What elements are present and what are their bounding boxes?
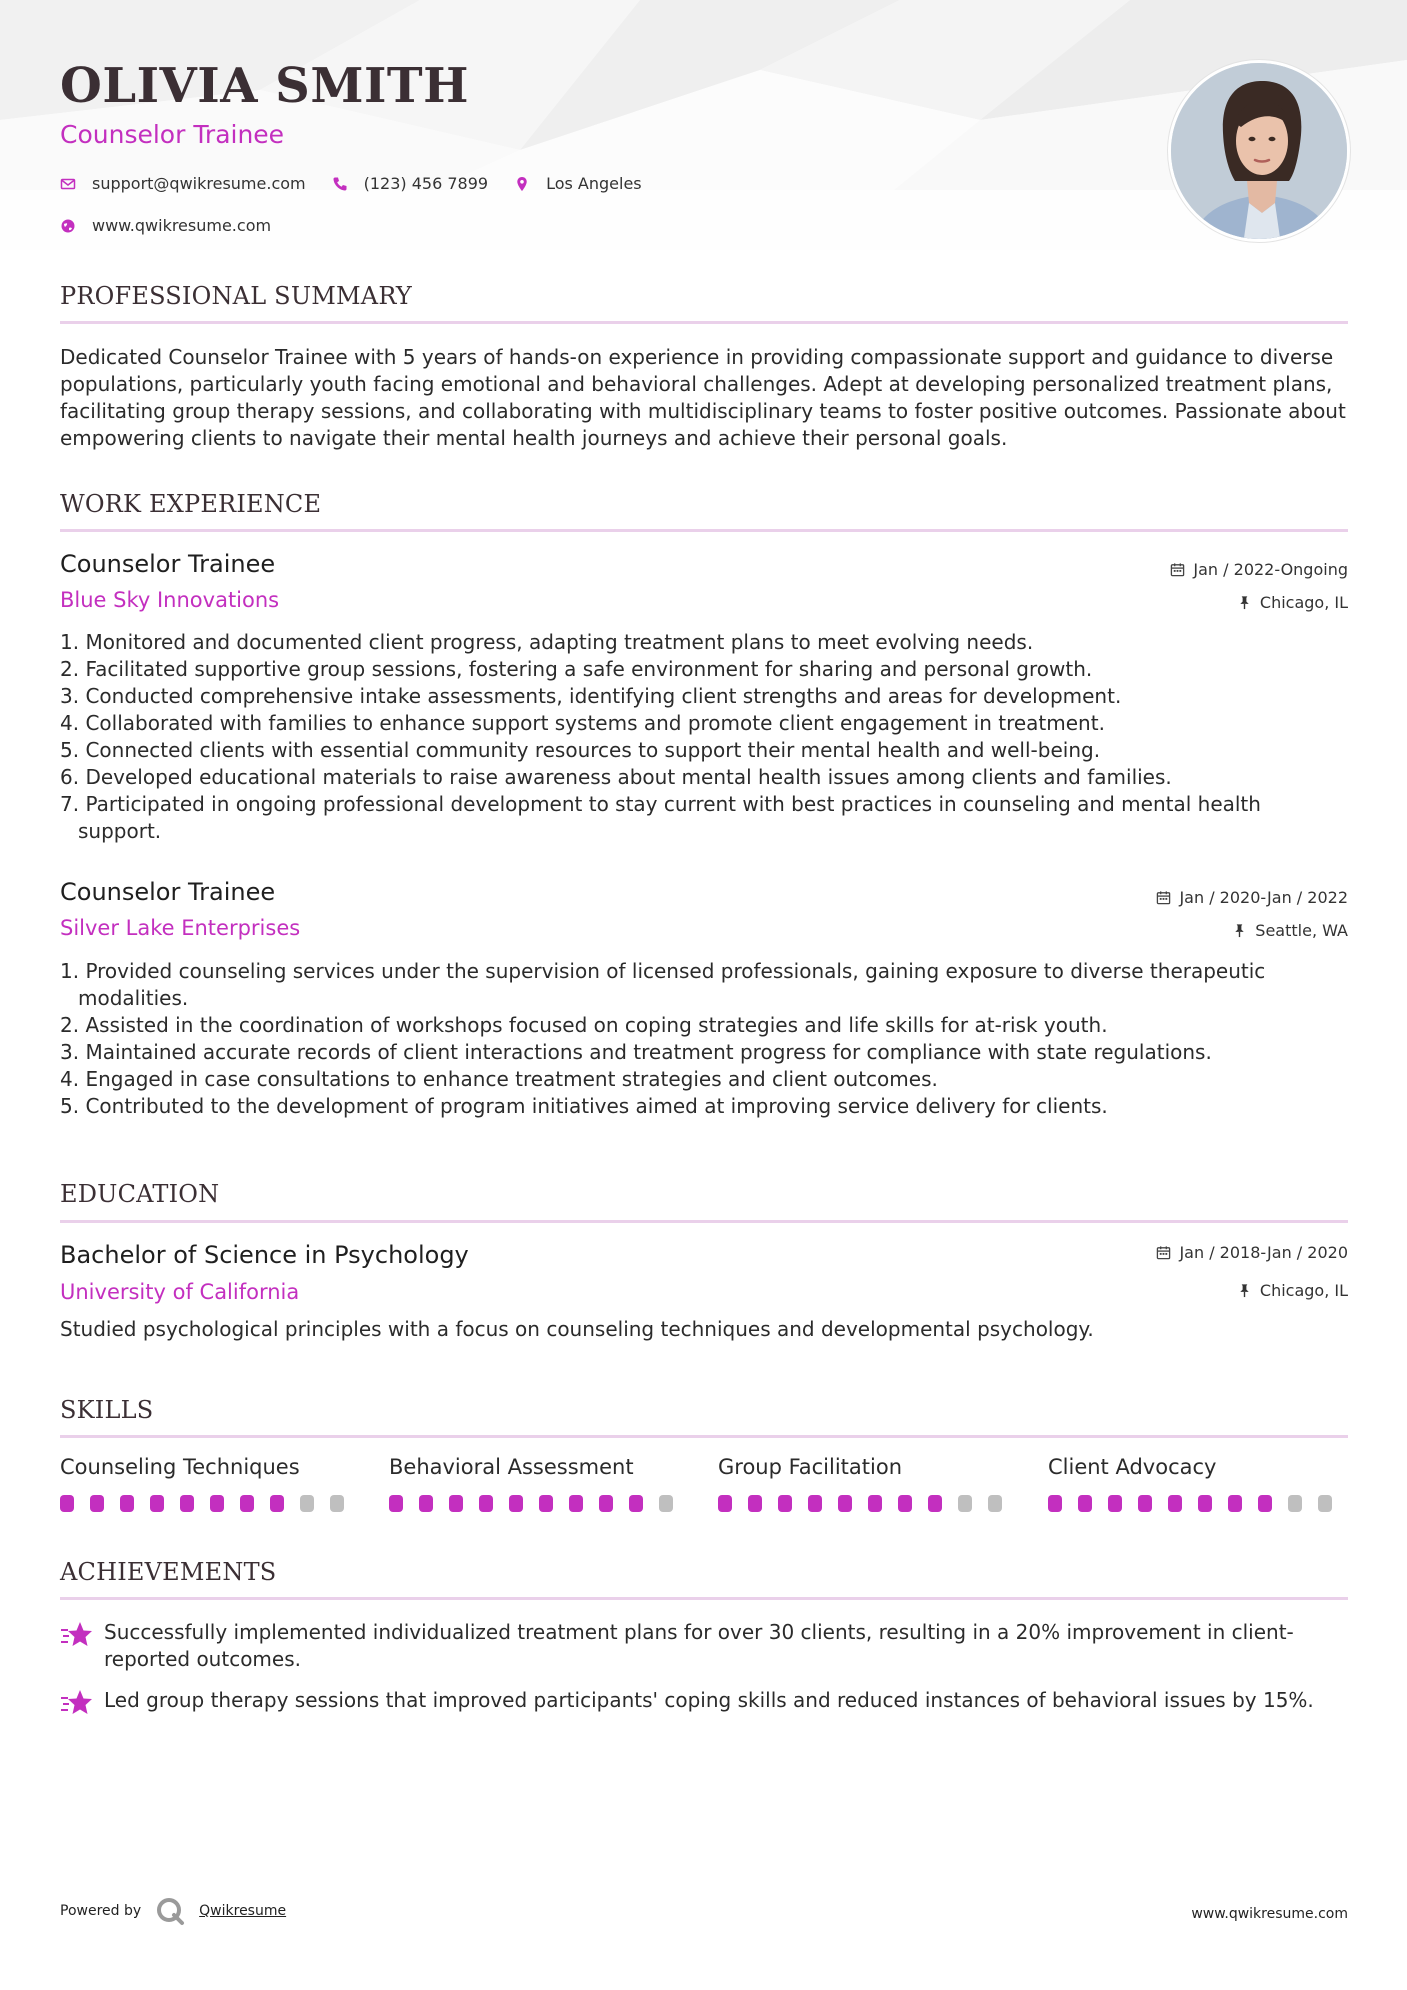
list-item: 2. Facilitated supportive group sessions, fostering a safe environment for sharing and personal growth. <box>60 657 1093 681</box>
skill-dot-filled <box>210 1495 224 1512</box>
job-location-text: Chicago, IL <box>1259 593 1348 612</box>
contact-row <box>60 174 668 193</box>
skill-dot-filled <box>629 1495 643 1512</box>
degree-title: Bachelor of Science in Psychology <box>60 1241 469 1269</box>
pushpin-icon <box>1232 923 1247 938</box>
pushpin-icon <box>1237 1283 1252 1298</box>
pushpin-icon <box>1237 595 1252 610</box>
contact-website[interactable] <box>60 216 271 235</box>
calendar-icon <box>1156 890 1171 905</box>
experience-heading: WORK EXPERIENCE <box>60 490 322 518</box>
brand-link[interactable]: Qwikresume <box>199 1903 287 1919</box>
skill-dot-filled <box>90 1495 104 1512</box>
candidate-role: Counselor Trainee <box>60 120 285 149</box>
skill-label: Client Advocacy <box>1048 1455 1217 1479</box>
job-location <box>1237 593 1348 612</box>
powered-by-label: Powered by <box>60 1903 142 1919</box>
skill-dot-empty <box>988 1495 1002 1512</box>
skill-dot-filled <box>240 1495 254 1512</box>
list-item: 1. Monitored and documented client progress, adapting treatment plans to meet evolving needs. <box>60 630 1034 654</box>
skill-dot-filled <box>928 1495 942 1512</box>
email-text: support@qwikresume.com <box>92 174 306 193</box>
globe-icon <box>60 218 76 234</box>
job-dates-text: Jan / 2020-Jan / 2022 <box>1179 888 1348 907</box>
star-icon <box>60 1619 94 1649</box>
section-divider <box>60 321 1348 324</box>
job-dates <box>1170 560 1348 579</box>
job-title: Counselor Trainee <box>60 550 276 578</box>
skill-dot-filled <box>509 1495 523 1512</box>
contact-row-2 <box>60 216 297 235</box>
skill-dot-filled <box>778 1495 792 1512</box>
skill-dot-filled <box>1198 1495 1212 1512</box>
skill-rating <box>60 1495 360 1512</box>
skill-dot-filled <box>449 1495 463 1512</box>
skill-dot-filled <box>270 1495 284 1512</box>
section-divider <box>60 1220 1348 1223</box>
skill-rating <box>389 1495 689 1512</box>
list-item: 7. Participated in ongoing professional development to stay current with best practices in counseling and mental health support. <box>60 792 1261 843</box>
skill-dot-filled <box>419 1495 433 1512</box>
skill-dot-empty <box>1288 1495 1302 1512</box>
star-icon <box>60 1687 94 1717</box>
envelope-icon <box>60 176 76 192</box>
skill-dot-filled <box>748 1495 762 1512</box>
profile-photo <box>1168 60 1350 242</box>
website-text: www.qwikresume.com <box>92 216 272 235</box>
contact-phone[interactable] <box>332 174 488 193</box>
education-dates <box>1156 1243 1348 1262</box>
job-location-text: Seattle, WA <box>1255 921 1348 940</box>
skill-dot-filled <box>599 1495 613 1512</box>
skill-rating <box>1048 1495 1348 1512</box>
skill-dot-filled <box>808 1495 822 1512</box>
education-location-text: Chicago, IL <box>1259 1281 1348 1300</box>
footer-powered-by <box>60 1896 286 1926</box>
skill-dot-filled <box>1108 1495 1122 1512</box>
phone-icon <box>332 176 348 192</box>
skill-dot-empty <box>300 1495 314 1512</box>
skill-dot-filled <box>1258 1495 1272 1512</box>
skill-dot-filled <box>479 1495 493 1512</box>
summary-heading: PROFESSIONAL SUMMARY <box>60 282 412 310</box>
achievement-item <box>60 1687 1350 1717</box>
footer-website[interactable]: www.qwikresume.com <box>1191 1906 1348 1922</box>
calendar-icon <box>1170 562 1185 577</box>
achievement-text: Led group therapy sessions that improved participants' coping skills and reduced instances of behavioral issues by 15%. <box>104 1688 1314 1712</box>
qwikresume-logo-icon <box>155 1896 185 1926</box>
skill-label: Behavioral Assessment <box>389 1455 634 1479</box>
skill-dot-filled <box>120 1495 134 1512</box>
skill-dot-filled <box>1228 1495 1242 1512</box>
contact-location <box>514 174 642 193</box>
list-item: 1. Provided counseling services under the supervision of licensed professionals, gaining exposure to diverse therapeutic modalities. <box>60 959 1266 1010</box>
skill-item <box>389 1455 689 1512</box>
skill-dot-filled <box>569 1495 583 1512</box>
summary-text: Dedicated Counselor Trainee with 5 years of hands-on experience in providing compassionate support and guidance to diverse populations, particularly youth facing emotional and behavioral challenges. Adept at developing personalized treatment plans, facilitating group therapy sessions, and collaborating with multidisciplinary teams to foster positive outcomes. Passionate about empowering clients to navigate their mental health journeys and achieve their personal goals. <box>60 345 1346 450</box>
skill-dot-filled <box>1168 1495 1182 1512</box>
candidate-name: OLIVIA SMITH <box>60 58 469 114</box>
skill-dot-filled <box>60 1495 74 1512</box>
achievement-text: Successfully implemented individualized treatment plans for over 30 clients, resulting in a 20% improvement in client-reported outcomes. <box>104 1620 1294 1671</box>
skill-dot-filled <box>868 1495 882 1512</box>
list-item: 5. Contributed to the development of program initiatives aimed at improving service delivery for clients. <box>60 1094 1108 1118</box>
skill-dot-filled <box>1138 1495 1152 1512</box>
skill-dot-empty <box>1318 1495 1332 1512</box>
skill-label: Counseling Techniques <box>60 1455 300 1479</box>
phone-text: (123) 456 7899 <box>363 174 489 193</box>
location-text: Los Angeles <box>546 174 642 193</box>
company-name: Blue Sky Innovations <box>60 588 280 612</box>
list-item: 6. Developed educational materials to raise awareness about mental health issues among clients and families. <box>60 765 1172 789</box>
section-divider <box>60 1435 1348 1438</box>
achievements-heading: ACHIEVEMENTS <box>60 1558 277 1586</box>
skill-dot-filled <box>539 1495 553 1512</box>
education-location <box>1237 1281 1348 1300</box>
list-item: 2. Assisted in the coordination of workshops focused on coping strategies and life skills for at-risk youth. <box>60 1013 1108 1037</box>
skill-dot-filled <box>838 1495 852 1512</box>
skill-dot-filled <box>389 1495 403 1512</box>
education-heading: EDUCATION <box>60 1180 220 1208</box>
list-item: 4. Collaborated with families to enhance support systems and promote client engagement in treatment. <box>60 711 1105 735</box>
map-pin-icon <box>514 176 530 192</box>
skill-label: Group Facilitation <box>718 1455 903 1479</box>
skill-dot-filled <box>898 1495 912 1512</box>
skill-item <box>1048 1455 1348 1512</box>
skill-dot-filled <box>180 1495 194 1512</box>
education-description: Studied psychological principles with a focus on counseling techniques and developmental psychology. <box>60 1317 1094 1341</box>
calendar-icon <box>1156 1245 1171 1260</box>
section-divider <box>60 529 1348 532</box>
skill-dot-empty <box>659 1495 673 1512</box>
skill-dot-filled <box>718 1495 732 1512</box>
contact-email[interactable] <box>60 174 306 193</box>
list-item: 3. Maintained accurate records of client interactions and treatment progress for compliance with state regulations. <box>60 1040 1212 1064</box>
school-name: University of California <box>60 1280 300 1304</box>
section-divider <box>60 1597 1348 1600</box>
skill-dot-filled <box>1078 1495 1092 1512</box>
job-title: Counselor Trainee <box>60 878 276 906</box>
achievement-item <box>60 1619 1350 1673</box>
education-dates-text: Jan / 2018-Jan / 2020 <box>1179 1243 1348 1262</box>
skill-dot-empty <box>958 1495 972 1512</box>
company-name: Silver Lake Enterprises <box>60 916 301 940</box>
skill-dot-empty <box>330 1495 344 1512</box>
list-item: 4. Engaged in case consultations to enhance treatment strategies and client outcomes. <box>60 1067 938 1091</box>
job-responsibilities <box>60 958 1350 1120</box>
skills-heading: SKILLS <box>60 1396 154 1424</box>
skill-dot-filled <box>150 1495 164 1512</box>
job-dates <box>1156 888 1348 907</box>
skill-rating <box>718 1495 1018 1512</box>
job-responsibilities <box>60 629 1350 845</box>
job-dates-text: Jan / 2022-Ongoing <box>1193 560 1348 579</box>
skill-item <box>718 1455 1018 1512</box>
job-location <box>1232 921 1348 940</box>
skill-item <box>60 1455 360 1512</box>
skill-dot-filled <box>1048 1495 1062 1512</box>
list-item: 3. Conducted comprehensive intake assessments, identifying client strengths and areas for development. <box>60 684 1122 708</box>
list-item: 5. Connected clients with essential community resources to support their mental health and well-being. <box>60 738 1101 762</box>
